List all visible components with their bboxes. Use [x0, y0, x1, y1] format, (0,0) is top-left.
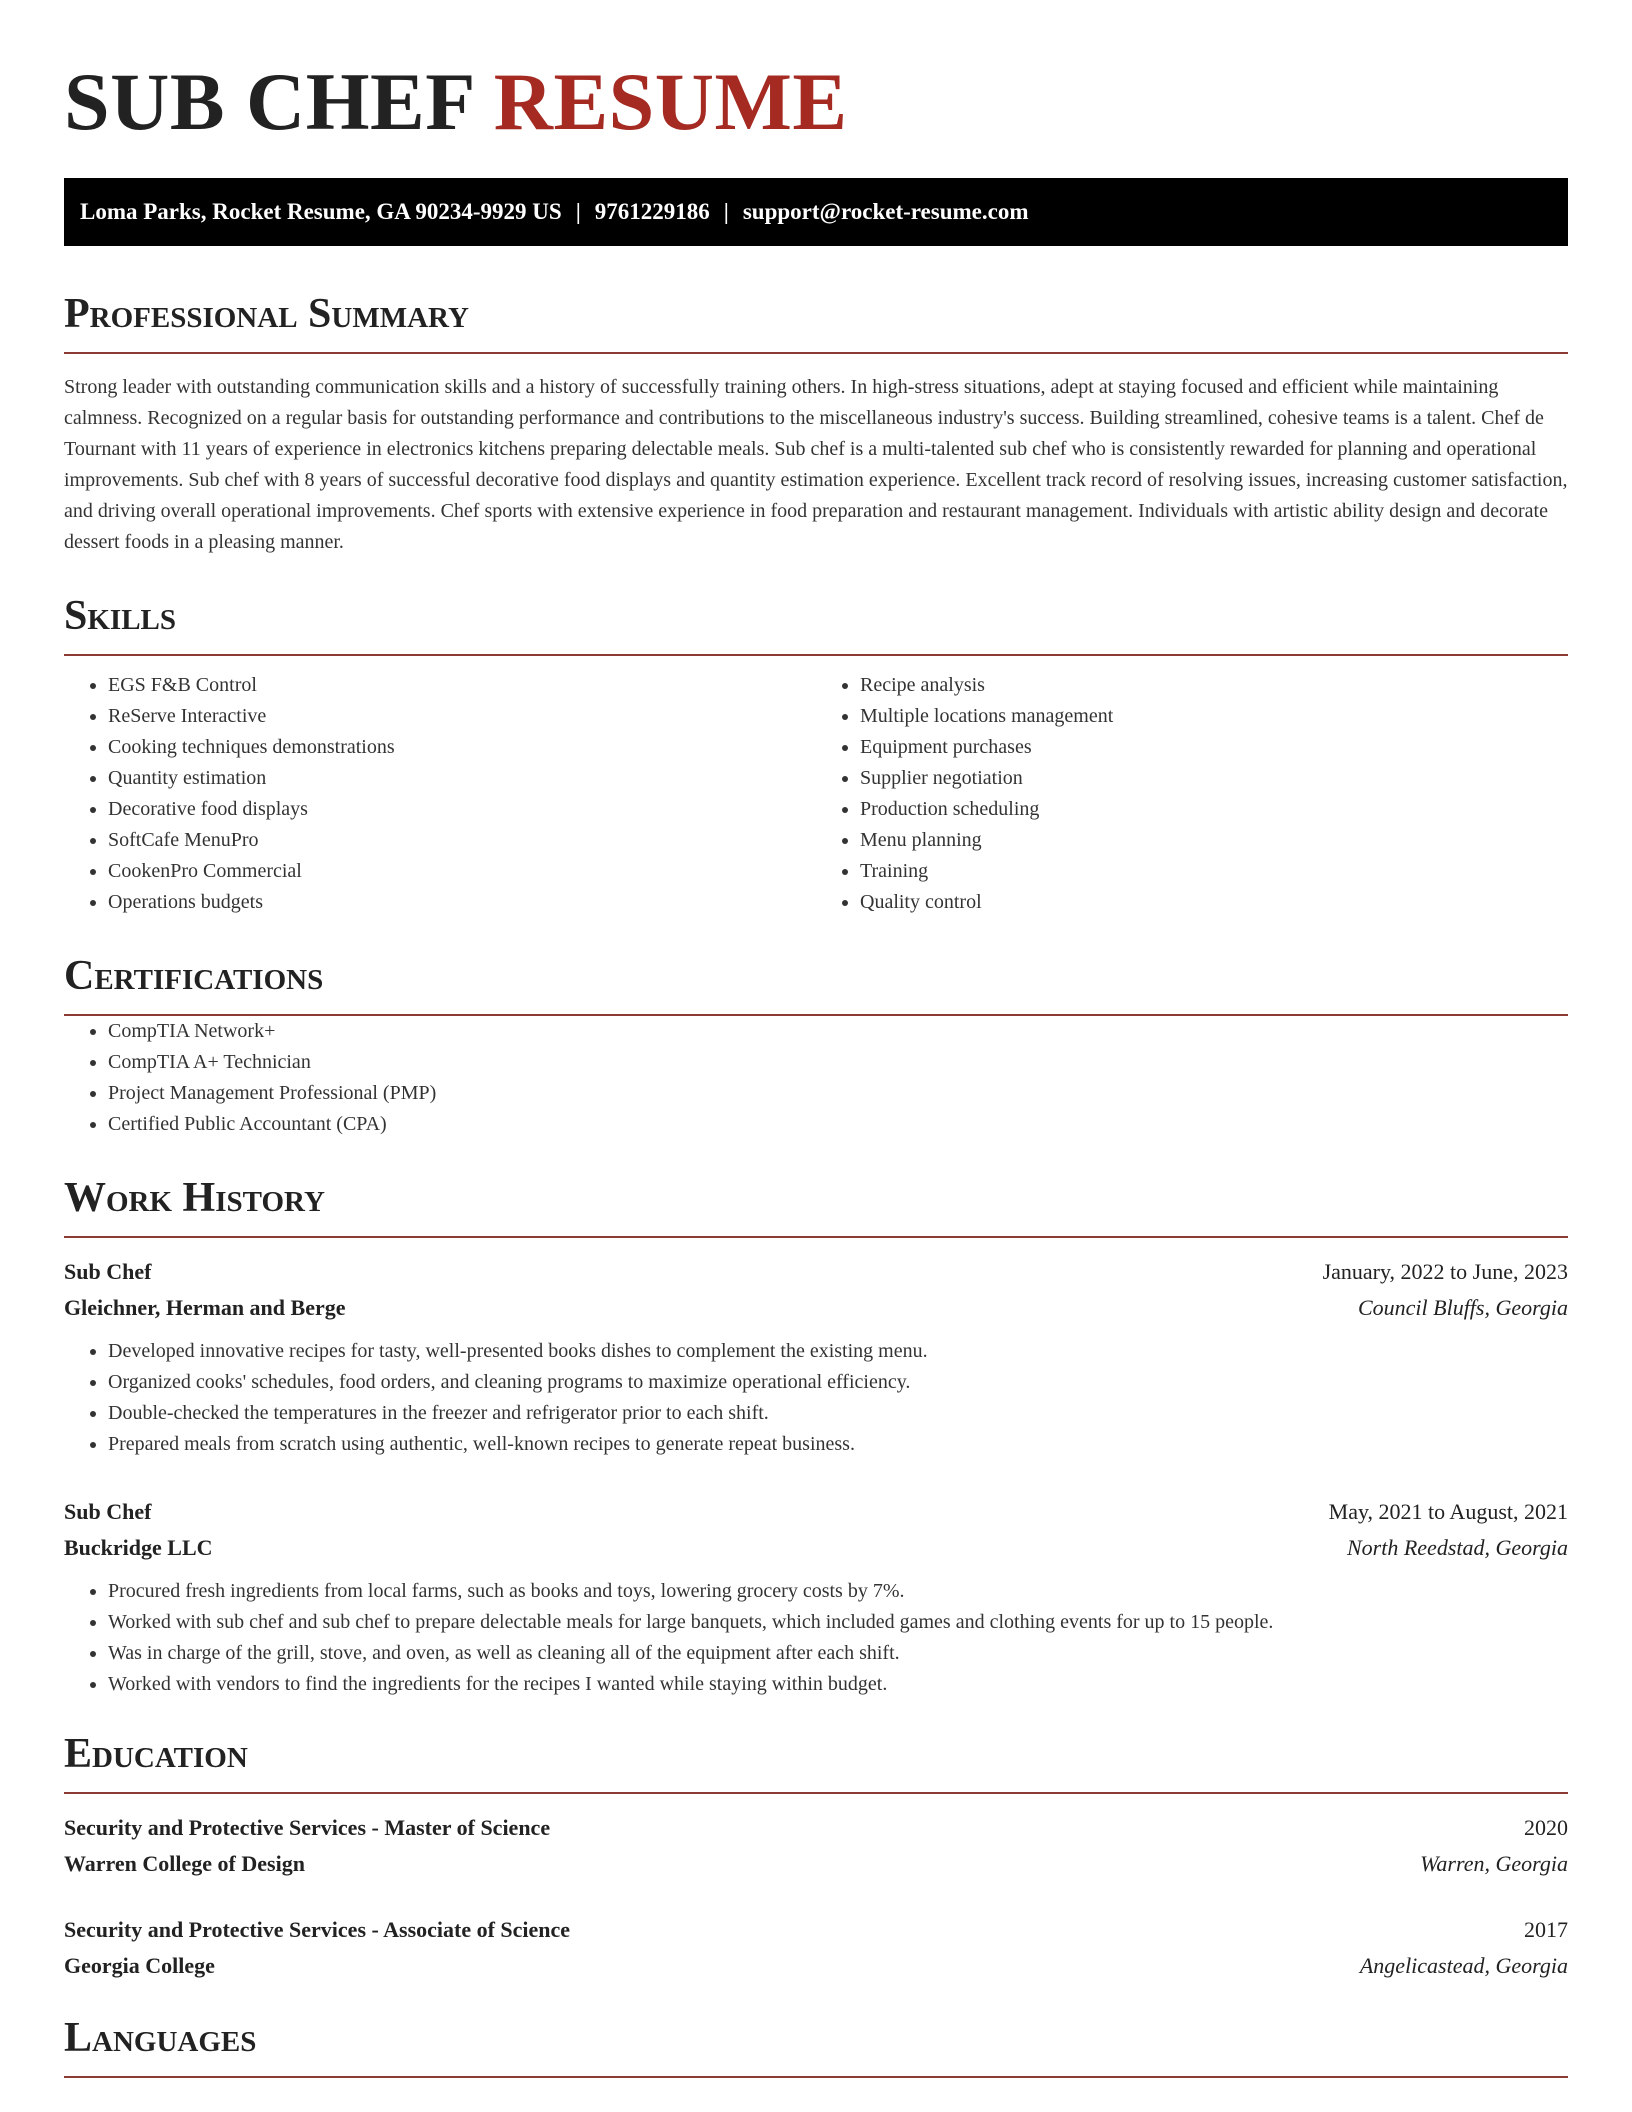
skills-grid [64, 670, 1568, 918]
contact-separator: | [723, 199, 729, 224]
work-history-section [64, 1174, 1568, 1700]
certifications-section [64, 952, 1568, 1140]
list-item: • Equipment purchases [860, 732, 1568, 763]
skills-list-left [64, 670, 816, 918]
title-accent: RESUME [493, 56, 848, 147]
section-heading: Languages [64, 2014, 1568, 2078]
job-entry [64, 1494, 1568, 1700]
job-company: Gleichner, Herman and Berge [64, 1295, 346, 1320]
education-location: Warren, Georgia [1420, 1851, 1568, 1876]
list-item: • Worked with sub chef and sub chef to prepare delectable meals for large banquets, which included games and clothing events for up to 15 people. [108, 1607, 1568, 1638]
list-item: • ReServe Interactive [108, 701, 816, 732]
list-item: • Quantity estimation [108, 763, 816, 794]
contact-bar [64, 178, 1568, 246]
job-dates: January, 2022 to June, 2023 [1322, 1259, 1568, 1284]
job-bullets [64, 1336, 1568, 1460]
education-header-row [64, 1810, 1568, 1846]
title-main: SUB CHEF [64, 56, 473, 147]
list-item: • Training [860, 856, 1568, 887]
education-header-row [64, 1912, 1568, 1948]
job-location: Council Bluffs, Georgia [1357, 1295, 1568, 1320]
education-location: Angelicastead, Georgia [1359, 1953, 1568, 1978]
list-item: • Production scheduling [860, 794, 1568, 825]
education-entry [64, 1912, 1568, 1984]
job-title: Sub Chef [64, 1499, 152, 1524]
list-item: • Certified Public Accountant (CPA) [108, 1109, 1568, 1140]
education-section [64, 1730, 1568, 1984]
list-item: • Quality control [860, 887, 1568, 918]
education-degree: Security and Protective Services - Master of Science [64, 1815, 551, 1840]
list-item: • CompTIA Network+ [108, 1016, 1568, 1047]
education-school-row [64, 1948, 1568, 1984]
certifications-list [64, 1016, 1568, 1140]
list-item: • Was in charge of the grill, stove, and oven, as well as cleaning all of the equipment after each shift. [108, 1638, 1568, 1669]
list-item: • Operations budgets [108, 887, 816, 918]
list-item: • Menu planning [860, 825, 1568, 856]
job-entry [64, 1254, 1568, 1460]
list-item: • Multiple locations management [860, 701, 1568, 732]
list-item: • Cooking techniques demonstrations [108, 732, 816, 763]
list-item: • CookenPro Commercial [108, 856, 816, 887]
job-dates: May, 2021 to August, 2021 [1328, 1499, 1568, 1524]
list-item: • SoftCafe MenuPro [108, 825, 816, 856]
list-item: • Double-checked the temperatures in the freezer and refrigerator prior to each shift. [108, 1398, 1568, 1429]
section-heading: Work History [64, 1174, 1568, 1238]
list-item: • Prepared meals from scratch using authentic, well-known recipes to generate repeat business. [108, 1429, 1568, 1460]
contact-separator: | [575, 199, 581, 224]
education-school: Georgia College [64, 1953, 215, 1978]
education-degree: Security and Protective Services - Associate of Science [64, 1917, 571, 1942]
list-item: • Procured fresh ingredients from local farms, such as books and toys, lowering grocery costs by 7%. [108, 1576, 1568, 1607]
contact-phone: 9761229186 [594, 199, 710, 224]
list-item: • Developed innovative recipes for tasty, well-presented books dishes to complement the existing menu. [108, 1336, 1568, 1367]
skills-section [64, 592, 1568, 918]
section-heading: Certifications [64, 952, 1568, 1016]
list-item: • Project Management Professional (PMP) [108, 1078, 1568, 1109]
languages-section [64, 2014, 1568, 2078]
summary-section [64, 290, 1568, 558]
job-company-row [64, 1290, 1568, 1326]
list-item: • EGS F&B Control [108, 670, 816, 701]
list-item: • Worked with vendors to find the ingredients for the recipes I wanted while staying within budget. [108, 1669, 1568, 1700]
job-bullets [64, 1576, 1568, 1700]
education-school: Warren College of Design [64, 1851, 305, 1876]
skills-list-right [816, 670, 1568, 918]
job-location: North Reedstad, Georgia [1347, 1535, 1568, 1560]
section-heading: Professional Summary [64, 290, 1568, 354]
job-header-row [64, 1254, 1568, 1290]
list-item: • Organized cooks' schedules, food orders, and cleaning programs to maximize operational efficiency. [108, 1367, 1568, 1398]
education-school-row [64, 1846, 1568, 1882]
list-item: • Supplier negotiation [860, 763, 1568, 794]
job-title: Sub Chef [64, 1259, 152, 1284]
summary-text: Strong leader with outstanding communication skills and a history of successfully training others. In high-stress situations, adept at staying focused and efficient while maintaining calmness. Recognized on a regular basis for outstanding performance and contributions to the miscellaneous industry's success. Building streamlined, cohesive teams is a talent. Chef de Tournant with 11 years of experience in electronics kitchens preparing delectable meals. Sub chef is a multi-talented sub chef who is consistently rewarded for planning and operational improvements. Sub chef with 8 years of successful decorative food displays and quantity estimation experience. Excellent track record of resolving issues, increasing customer satisfaction, and driving overall operational improvements. Chef sports with extensive experience in food preparation and restaurant management. Individuals with artistic ability design and decorate dessert foods in a pleasing manner. [64, 376, 1568, 553]
education-year: 2017 [1524, 1917, 1568, 1942]
job-company: Buckridge LLC [64, 1535, 213, 1560]
education-year: 2020 [1524, 1815, 1568, 1840]
resume-title [64, 56, 1568, 148]
list-item: • CompTIA A+ Technician [108, 1047, 1568, 1078]
list-item: • Recipe analysis [860, 670, 1568, 701]
job-header-row [64, 1494, 1568, 1530]
section-heading: Skills [64, 592, 1568, 656]
section-heading: Education [64, 1730, 1568, 1794]
education-entry [64, 1810, 1568, 1882]
list-item: • Decorative food displays [108, 794, 816, 825]
contact-email: support@rocket-resume.com [742, 199, 1029, 224]
job-company-row [64, 1530, 1568, 1566]
contact-address: Loma Parks, Rocket Resume, GA 90234-9929 US [80, 199, 562, 224]
